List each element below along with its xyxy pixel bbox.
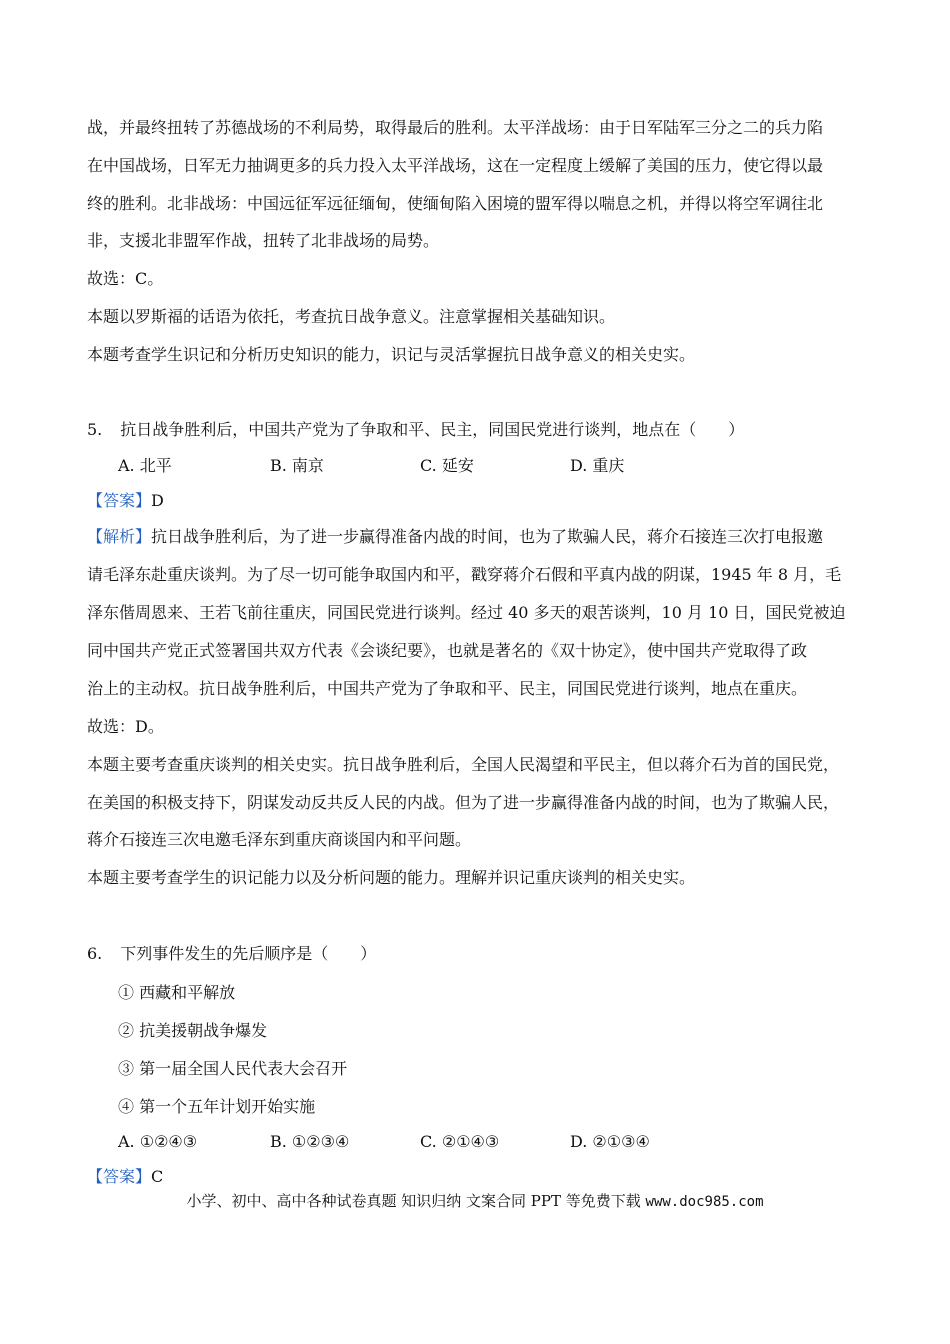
question-text: 抗日战争胜利后，中国共产党为了争取和平、民主，同国民党进行谈判，地点在（ ） [120, 420, 745, 439]
footer-link[interactable]: www.doc985.com [645, 1194, 764, 1210]
analysis-line: 在美国的积极支持下，阴谋发动反共反人民的内战。但为了进一步赢得准备内战的时间，也为了欺骗人民， [87, 793, 840, 812]
paragraph-line: 终的胜利。北非战场：中国远征军远征缅甸，使缅甸陷入困境的盟军得以喘息之机，并得以将空军调往北 [87, 194, 824, 213]
option-b: B. ①②③④ [270, 1132, 350, 1151]
choice-line: 故选：D。 [87, 717, 164, 736]
question-text: 下列事件发生的先后顺序是（ ） [120, 944, 377, 963]
page-footer [0, 1191, 950, 1212]
analysis-line: 泽东偕周恩来、王若飞前往重庆，同国民党进行谈判。经过 40 多天的艰苦谈判，10 月 10 日，国民党被迫 [87, 603, 846, 622]
analysis-tag: 【解析】 [87, 527, 152, 546]
option-b: B. 南京 [270, 456, 324, 475]
analysis-line: 治上的主动权。抗日战争胜利后，中国共产党为了争取和平、民主，同国民党进行谈判，地点在重庆。 [87, 679, 808, 698]
event-item: ① 西藏和平解放 [118, 983, 236, 1002]
question-5-stem [87, 419, 744, 441]
paragraph-line: 在中国战场，日军无力抽调更多的兵力投入太平洋战场，这在一定程度上缓解了美国的压力，使它得以最 [87, 156, 824, 175]
answer-value: D [151, 491, 164, 510]
question-6-stem [87, 943, 376, 965]
paragraph-line: 本题考查学生识记和分析历史知识的能力，识记与灵活掌握抗日战争意义的相关史实。 [87, 345, 696, 364]
paragraph-line: 本题以罗斯福的话语为依托，考查抗日战争意义。注意掌握相关基础知识。 [87, 307, 616, 326]
question-number: 5. [87, 420, 103, 439]
option-a: A. ①②④③ [118, 1132, 198, 1151]
answer-tag: 【答案】 [87, 491, 152, 510]
event-item: ③ 第一届全国人民代表大会召开 [118, 1059, 348, 1078]
analysis-line: 本题主要考查学生的识记能力以及分析问题的能力。理解并识记重庆谈判的相关史实。 [87, 868, 696, 887]
option-c: C. 延安 [420, 456, 474, 475]
option-c: C. ②①④③ [420, 1132, 500, 1151]
analysis-line [87, 526, 823, 548]
choice-line: 故选：C。 [87, 269, 164, 288]
event-item: ④ 第一个五年计划开始实施 [118, 1097, 316, 1116]
option-d: D. 重庆 [570, 456, 625, 475]
analysis-line: 同中国共产党正式签署国共双方代表《会谈纪要》，也就是著名的《双十协定》，使中国共产党取得了政 [87, 641, 808, 660]
answer-value: C [151, 1167, 164, 1186]
answer-line [87, 490, 164, 512]
analysis-line: 蒋介石接连三次电邀毛泽东到重庆商谈国内和平问题。 [87, 830, 472, 849]
paragraph-line: 非，支援北非盟军作战，扭转了北非战场的局势。 [87, 231, 440, 250]
paragraph-line: 战，并最终扭转了苏德战场的不利局势，取得最后的胜利。太平洋战场：由于日军陆军三分之二的兵力陷 [87, 118, 824, 137]
option-d: D. ②①③④ [570, 1132, 650, 1151]
analysis-line: 请毛泽东赴重庆谈判。为了尽一切可能争取国内和平，戳穿蒋介石假和平真内战的阴谋，1945 年 8 月，毛 [87, 565, 842, 584]
analysis-text: 抗日战争胜利后，为了进一步赢得准备内战的时间，也为了欺骗人民，蒋介石接连三次打电报邀 [151, 527, 824, 546]
analysis-line: 本题主要考查重庆谈判的相关史实。抗日战争胜利后，全国人民渴望和平民主，但以蒋介石为首的国民党， [87, 755, 840, 774]
question-number: 6. [87, 944, 103, 963]
answer-line [87, 1166, 163, 1188]
footer-text: 小学、初中、高中各种试卷真题 知识归纳 文案合同 PPT 等免费下载 [186, 1192, 646, 1210]
option-a: A. 北平 [118, 456, 172, 475]
event-item: ② 抗美援朝战争爆发 [118, 1021, 268, 1040]
answer-tag: 【答案】 [87, 1167, 152, 1186]
